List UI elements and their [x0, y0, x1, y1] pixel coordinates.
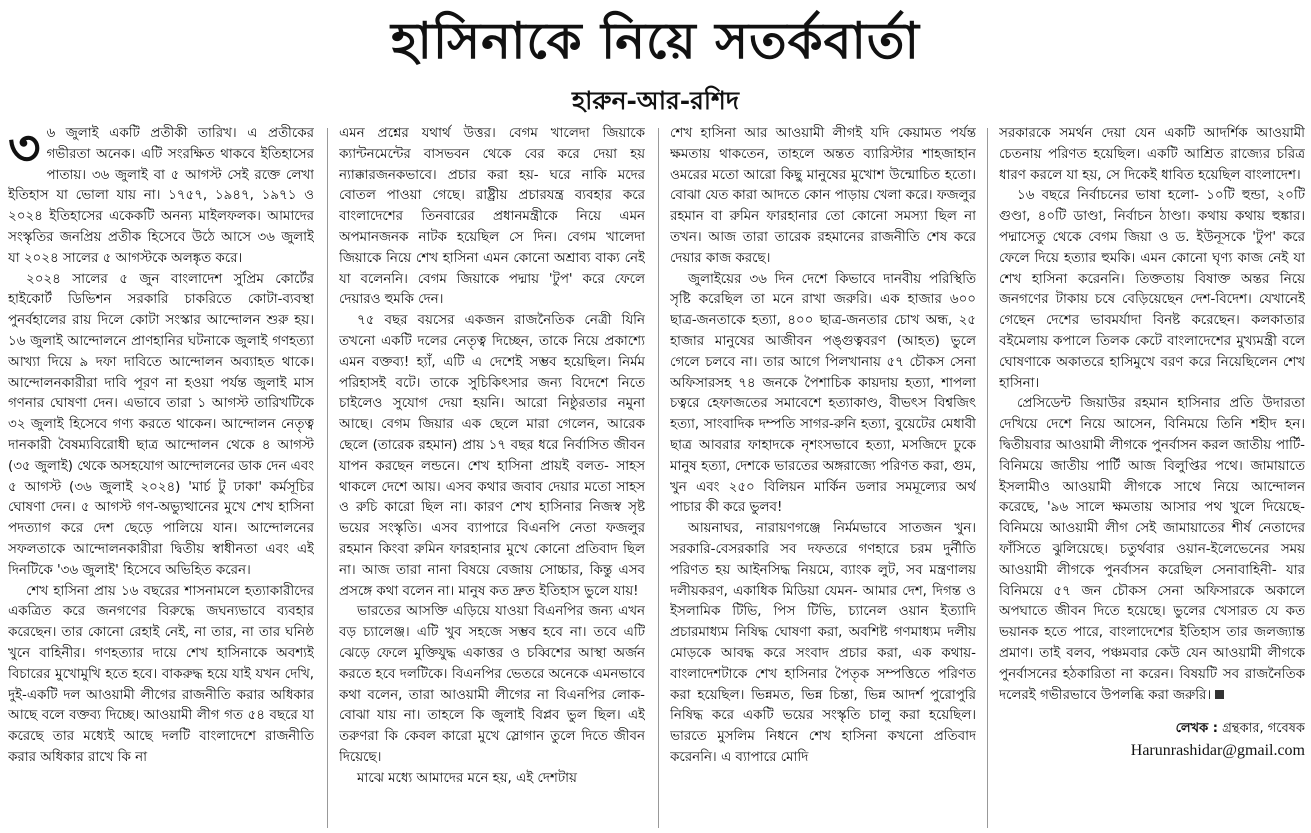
article-column-2 [339, 124, 645, 828]
paragraph: ৭৫ বছর বয়সের একজন রাজনৈতিক নেত্রী যিনি তখনো একটি দলের নেতৃত্ব দিচ্ছেন, তাকে নিয়ে প্রকাশ্যে এমন বক্তব্য! হ্যাঁ, এটি এ দেশেই সম্ভব হয়েছিল। নির্মম পরিহাসই বটে। তাকে সুচিকিৎসার জন্য বিদেশে নিতে চাইলেও সুযোগ দেয়া হয়নি। আরো নিষ্ঠুরতার নমুনা আছে। বেগম জিয়ার এক ছেলে মারা গেলেন, আরেক ছেলে (তারেক রহমান) প্রায় ১৭ বছর ধরে নির্বাসিত জীবন যাপন করছেন লন্ডনে। শেখ হাসিনা প্রায়ই বলত- সাহস থাকলে দেশে আয়। এসব কথার জবাব দেয়ার মতো সাহস ও রুচি কারো ছিল না। কারণ শেখ হাসিনার নিজস্ব সৃষ্ট ভয়ের সংস্কৃতি। এসব ব্যাপারে বিএনপি নেতা ফজলুর রহমান কিংবা রুমিন ফারহানার মুখে কোনো প্রতিবাদ ছিল না। আজ তারা নানা বিষয়ে বেজায় সোচ্চার, কিন্তু এসব প্রসঙ্গে কথা বলেন না। মানুষ কত দ্রুত ইতিহাস ভুলে যায়! [339, 313, 645, 599]
author-role: গ্রন্থকার, গবেষক [1222, 721, 1305, 737]
paragraph-text: ৬ জুলাই একটি প্রতীকী তারিখ। এ প্রতীকের গভীরতা অনেক। এটি সংরক্ষিত থাকবে ইতিহাসের পাতায়। ৩৬ জুলাই বা ৫ আগস্ট সেই রক্তে লেখা ইতিহাস যা ভোলা যায় না। ১৭৫৭, ১৯৪৭, ১৯৭১ ও ২০২৪ ইতিহাসের একেকটি অনন্য মাইলফলক। আমাদের সংস্কৃতির জনপ্রিয় প্রতীক হিসেবে উঠে আসে ৩৬ জুলাই যা ২০২৪ সালের ৫ আগস্টকে অলঙ্কৃত করে। [8, 126, 314, 266]
paragraph: ১৬ বছরে নির্বাচনের ভাষা হলো- ১০টি হুন্ডা, ২০টি গুণ্ডা, ৪০টি ডাণ্ডা, নির্বাচন ঠাণ্ডা। কথায় কথায় হুঙ্কার। পদ্মাসেতু থেকে বেগম জিয়া ও ড. ইউনূসকে 'টুপ' করে ফেলে দিয়ে হত্যার হুমকি। এমন কোনো ঘৃণ্য কাজ নেই যা শেখ হাসিনা করেননি। তিক্ততায় বিষাক্ত অন্তর নিয়ে জনগণের টাকায় চষে বেড়িয়েছেন দেশ-বিদেশ। যেখানেই গেছেন দেশের ভাবমর্যাদা বিনষ্ট করেছেন। কলকাতার বইমেলায় কপালে তিলক কেটে বাংলাদেশের মুখ্যমন্ত্রী বলে ঘোষণাকে অকাতরে হাসিমুখে বরণ করে নিয়েছিলেন শেখ হাসিনা। [999, 188, 1305, 391]
paragraph: ভারতের আসক্তি এড়িয়ে যাওয়া বিএনপির জন্য এখন বড় চ্যালেঞ্জ। এটি খুব সহজে সম্ভব হবে না। তবে এটি ঝেড়ে ফেলে মুক্তিযুদ্ধ একাত্তর ও চব্বিশের আস্থা অর্জন করতে হবে দলটিকে। বিএনপির ভেতরে অনেকে এমনভাবে কথা বলেন, তারা আওয়ামী লীগের না বিএনপির লোক- বোঝা যায় না। তাহলে কি জুলাই বিপ্লব ভুল ছিল। এই তরুণরা কি কেবল কারো মুখে স্লোগান তুলে দিতে জীবন দিয়েছে। [339, 604, 645, 765]
paragraph [999, 394, 1305, 706]
paragraph: মাঝে মধ্যে আমাদের মনে হয়, এই দেশটায় [357, 770, 577, 786]
article-column-1 [8, 124, 314, 828]
article-column-4 [999, 124, 1305, 828]
article-body [8, 124, 1303, 828]
author-credit [999, 720, 1305, 738]
article-column-3 [670, 124, 976, 828]
paragraph-text: প্রেসিডেন্ট জিয়াউর রহমান হাসিনার প্রতি উদারতা দেখিয়ে দেশে নিয়ে আসেন, বিনিময়ে তিনি শহীদ হন। দ্বিতীয়বার আওয়ামী লীগকে পুনর্বাসন করল জাতীয় পার্টি- বিনিময়ে জাতীয় পার্টি আজ বিলুপ্তির পথে। জামায়াতে ইসলামীও আওয়ামী লীগকে সাথে নিয়ে আন্দোলন করেছে, '৯৬ সালে ক্ষমতায় আসার পথ খুলে দিয়েছে- বিনিময়ে আওয়ামী লীগ সেই জামায়াতের শীর্ষ নেতাদের ফাঁসিতে ঝুলিয়েছে। চতুর্থবার ওয়ান-ইলেভেনের সময় আওয়ামী লীগকে পুনর্বাসন করেছিল সেনাবাহিনী- যার বিনিময়ে ৫৭ জন চৌকস সেনা অফিসারকে অকালে অপঘাতে জীবন দিতে হয়েছে। ভুলের খেসারত যে কত ভয়ানক হতে পারে, বাংলাদেশের ইতিহাস তার জলজ্যান্ত প্রমাণ। তাই বলব, পঞ্চমবার কেউ যেন আওয়ামী লীগকে পুনর্বাসনের হঠকারিতা না করেন। বিষয়টি সব রাজনৈতিক দলেরই গভীরভাবে উপলব্ধি করা জরুরি। [999, 396, 1305, 703]
author-byline: হারুন-আর-রশিদ [572, 86, 739, 115]
paragraph: আয়নাঘর, নারায়ণগঞ্জে নির্মমভাবে সাতজন খুন। সরকারি-বেসরকারি সব দফতরে গণহারে চরম দুর্নীতি পরিণত হয় আইনসিদ্ধ নিয়মে, ব্যাংক লুট, সব মন্ত্রণালয় দলীয়করণ, একাধিক মিডিয়া যেমন- আমার দেশ, দিগন্ত ও ইসলামিক টিভি, পিস টিভি, চ্যানেল ওয়ান ইত্যাদি প্রচারমাধ্যম নিষিদ্ধ ঘোষণা করা, অবশিষ্ট গণমাধ্যম দলীয় মোড়কে আবদ্ধ করে সংবাদ প্রচার করা, এক কথায়- বাংলাদেশটাকে শেখ হাসিনার পৈতৃক সম্পত্তিতে পরিণত করা হয়েছিল। ভিন্নমত, ভিন্ন চিন্তা, ভিন্ন আদর্শ পুরোপুরি নিষিদ্ধ করে একটি ভয়ের সংস্কৃতি চালু করা হয়েছিল। ভারতে মুসলিম নিধনে শেখ হাসিনা কখনো প্রতিবাদ করেননি। এ ব্যাপারে মোদি [670, 521, 976, 765]
paragraph: শেখ হাসিনা প্রায় ১৬ বছরের শাসনামলে হত্যাকারীদের একত্রিত করে জনগণের বিরুদ্ধে জঘন্যভাবে ব্যবহার করেছেন। তার কোনো রেহাই নেই, না তার, না তার ঘনিষ্ঠ খুনে বাহিনীর। গণহত্যার দায়ে শেখ হাসিনাকে অবশ্যই বিচারের মুখোমুখি হতে হবে। বাকরুদ্ধ হয়ে যাই যখন দেখি, দুই-একটি দল আওয়ামী লীগের রাজনীতি করার অধিকার আছে বলে বক্তব্য দিচ্ছে। আওয়ামী লীগ গত ৫৪ বছরে যা করেছে তার মধ্যেই আছে দলটি বাংলাদেশে রাজনীতি করার অধিকার রাখে কি না [8, 583, 314, 765]
paragraph: ২০২৪ সালের ৫ জুন বাংলাদেশ সুপ্রিম কোর্টের হাইকোর্ট ডিভিশন সরকারি চাকরিতে কোটা-ব্যবস্থা পুনর্বহালের রায় দিলে কোটা সংস্কার আন্দোলন শুরু হয়। ১৬ জুলাই আন্দোলনে প্রাণহানির ঘটনাকে জুলাই গণহত্যা আখ্যা দিয়ে ৯ দফা দাবিতে আন্দোলন অব্যাহত থাকে। আন্দোলনকারীরা দাবি পূরণ না হওয়া পর্যন্ত জুলাই মাস গণনার ঘোষণা দেন। এভাবে তারা ১ আগস্ট তারিখটিকে ৩২ জুলাই হিসেবে গণ্য করতে থাকেন। আন্দোলন নেতৃত্ব দানকারী বৈষম্যবিরোধী ছাত্র আন্দোলন থেকে ৪ আগস্ট (৩৫ জুলাই) থেকে অসহযোগ আন্দোলনের ডাক দেন এবং ৫ আগস্ট (৩৬ জুলাই ২০২৪) 'মার্চ টু ঢাকা' কর্মসূচির ঘোষণা দেন। ৫ আগস্ট গণ-অভ্যুত্থানের মুখে শেখ হাসিনা পদত্যাগ করে দেশ ছেড়ে পালিয়ে যান। আন্দোলনের সফলতাকে আন্দোলনকারীরা দ্বিতীয় স্বাধীনতা এবং এই দিনটিকে '৩৬ জুলাই' হিসেবে অভিহিত করেন। [8, 271, 314, 578]
author-label: লেখক : [1175, 721, 1218, 737]
drop-cap: ৩ [8, 124, 41, 177]
paragraph: শেখ হাসিনা আর আওয়ামী লীগই যদি কেয়ামত পর্যন্ত ক্ষমতায় থাকতেন, তাহলে অন্তত ব্যারিস্টার শাহজাহান ওমরের মতো আরো কিছু মানুষের মুখোশ উন্মোচিত হতো। বোঝা যেত কারা আদতে কোন পাড়ায় খেলা করে। ফজলুর রহমান বা রুমিন ফারহানার তো কোনো সমস্যা ছিল না তখন। আজ তারা তারেক রহমানের রাজনীতি শেষ করে দেয়ার কাজ করছে। [670, 126, 976, 266]
paragraph: সরকারকে সমর্থন দেয়া যেন একটি আদর্শিক আওয়ামী চেতনায় পরিণত হয়েছিল। একটি আশ্রিত রাজ্যের চরিত্র ধারণ করলে যা হয়, সে দিকেই ধাবিত হয়েছিল বাংলাদেশ। [999, 126, 1305, 183]
article-headline: হাসিনাকে নিয়ে সতর্কবার্তা [391, 11, 920, 70]
author-email: Harunrashidar@gmail.com [1130, 742, 1305, 760]
paragraph: এমন প্রশ্নের যথার্থ উত্তর। বেগম খালেদা জিয়াকে ক্যান্টনমেন্টের বাসভবন থেকে বের করে দেয়া হয় ন্যাক্কারজনকভাবে। প্রচার করা হয়- ঘরে নাকি মদের বোতল পাওয়া গেছে। রাষ্ট্রীয় প্রচারযন্ত্র ব্যবহার করে বাংলাদেশের তিনবারের প্রধানমন্ত্রীকে নিয়ে এমন অপমানজনক নাটক হয়েছিল সে দিন। বেগম খালেদা জিয়াকে নিয়ে শেখ হাসিনা এমন কোনো অশ্রাব্য বাক্য নেই যা বলেননি। বেগম জিয়াকে পদ্মায় 'টুপ' করে ফেলে দেয়ারও হুমকি দেন। [339, 126, 645, 308]
paragraph: জুলাইয়ের ৩৬ দিন দেশে কিভাবে দানবীয় পরিস্থিতি সৃষ্টি করেছিল তা মনে রাখা জরুরি। এক হাজার ৬০০ ছাত্র-জনতাকে হত্যা, ৪০০ ছাত্র-জনতার চোখ অন্ধ, ২৫ হাজার মানুষের আজীবন পঙ্গুত্ববরণ (আহত) ভুলে গেলে চলবে না। তার আগে পিলখানায় ৫৭ চৌকস সেনা অফিসারসহ ৭৪ জনকে পৈশাচিক কায়দায় হত্যা, শাপলা চত্বরে হেফাজতের সমাবেশে হত্যাকাণ্ড, বীভৎস বিশ্বজিৎ হত্যা, সাংবাদিক দম্পতি সাগর-রুনি হত্যা, বুয়েটের মেধাবী ছাত্র আবরার ফাহাদকে নৃশংসভাবে হত্যা, মসজিদে ঢুকে মানুষ হত্যা, দেশকে ভারতের অঙ্গরাজ্যে পরিণত করা, গুম, খুন এবং ২৫০ বিলিয়ন মার্কিন ডলার সমমূল্যের অর্থ পাচার কী করে ভুলব! [670, 271, 976, 516]
end-mark-icon [1215, 690, 1224, 699]
paragraph [8, 124, 314, 270]
